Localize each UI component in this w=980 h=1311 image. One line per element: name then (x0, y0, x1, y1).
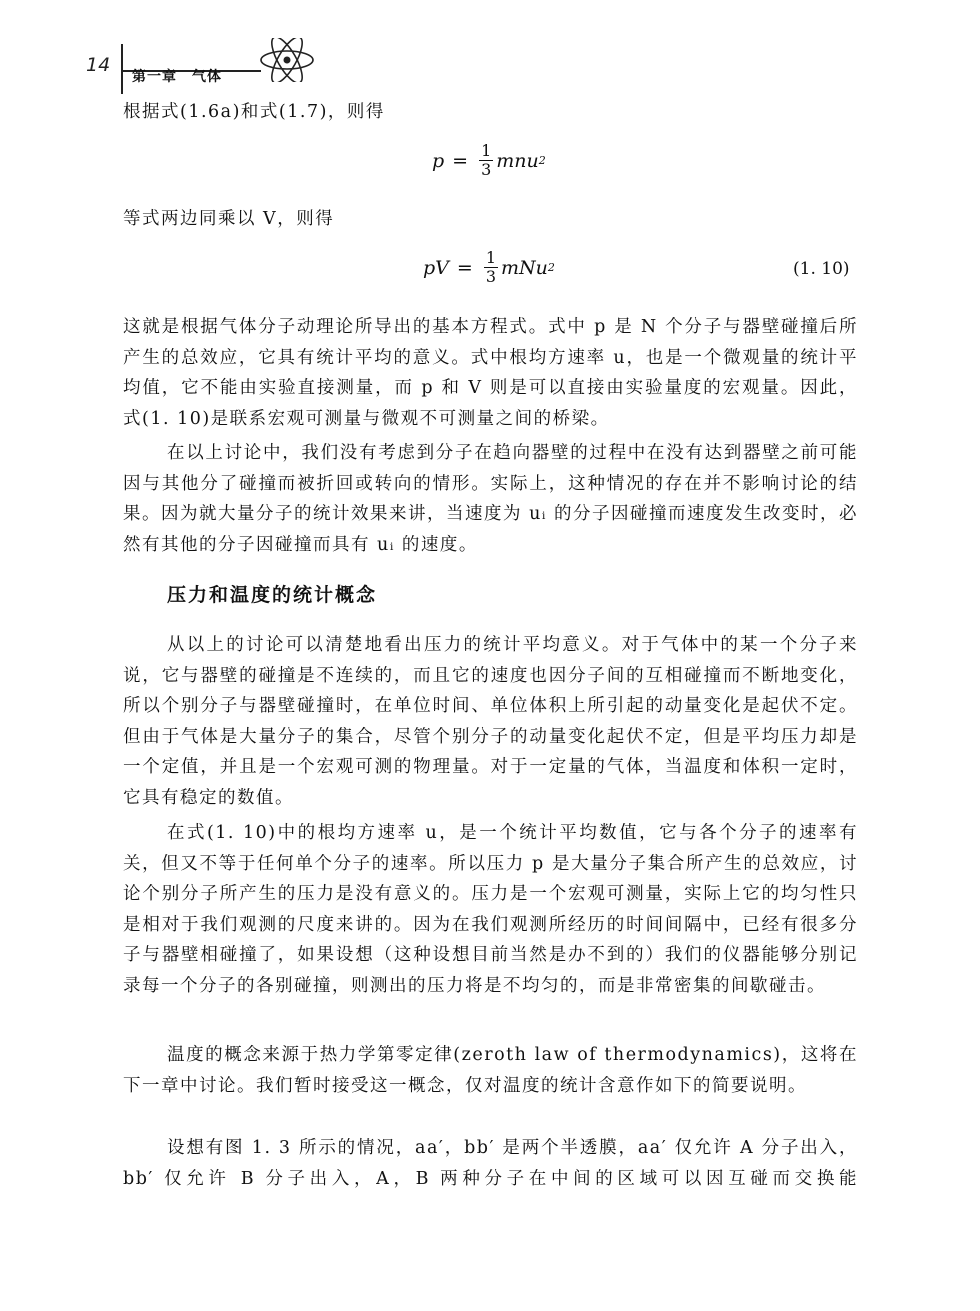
page-header (0, 36, 980, 96)
eq1-exponent: 2 (538, 154, 546, 167)
eq1-numerator: 1 (481, 141, 492, 160)
eq1-rhs: mnu (496, 149, 539, 172)
paragraph-1: 这就是根据气体分子动理论所导出的基本方程式。式中 p 是 N 个分子与器壁碰撞后所产生的总效应，它具有统计平均的意义。式中根均方速率 u，也是一个微观量的统计平均值，它不能由实验直接测量，而 p 和 V 则是可以直接由实验量度的宏观量。因此，式(1. 10)是联系宏观可测量与微观不可测量之间的桥梁。 (123, 317, 858, 429)
page-number: 14 (86, 54, 111, 76)
paragraph-3: 从以上的讨论可以清楚地看出压力的统计平均意义。对于气体中的某一个分子来说，它与器壁的碰撞是不连续的，而且它的速度也因分子间的互相碰撞而不断地变化，所以个别分子与器壁碰撞时，在单位时间、单位体积上所引起的动量变化是起伏不定。但由于气体是大量分子的集合，尽管个别分子的动量变化起伏不定，但是平均压力却是一个定值，并且是一个宏观可测的物理量。对于一定量的气体，当温度和体积一定时，它具有稳定的数值。 (123, 635, 858, 808)
paragraph-5: 温度的概念来源于热力学第零定律(zeroth law of thermodynamics)，这将在下一章中讨论。我们暂时接受这一概念，仅对温度的统计含意作如下的简要说明。 (123, 1045, 858, 1096)
paragraph-4: 在式(1. 10)中的根均方速率 u，是一个统计平均数值，它与各个分子的速率有关，但又不等于任何单个分子的速率。所以压力 p 是大量分子集合所产生的总效应，讨论个别分子所产生的压力是没有意义的。压力是一个宏观可测量，实际上它的均匀性只是相对于我们观测的尺度来讲的。因为在我们观测所经历的时间间隔中，已经有很多分子与器壁相碰撞了，如果设想（这种设想目前当然是办不到的）我们的仪器能够分别记录每一个分子的各别碰撞，则测出的压力将是不均匀的，而是非常密集的间歇碰击。 (123, 823, 858, 996)
section-heading: 压力和温度的统计概念 (167, 584, 378, 606)
eq2-lhs: pV (423, 256, 449, 279)
eq1-lhs: p (432, 149, 445, 172)
eq2-equals: = (456, 256, 473, 279)
eq1-fraction (479, 142, 493, 179)
eq2-fraction (484, 249, 498, 286)
equation-number: (1. 10) (793, 259, 850, 279)
equation-pressure (432, 142, 546, 179)
eq2-numerator: 1 (485, 248, 496, 267)
chapter-title: 第一章 气体 (132, 69, 222, 85)
paragraph-2: 在以上讨论中，我们没有考虑到分子在趋向器壁的过程中在没有达到器壁之前可能因与其他分了碰撞而被折回或转向的情形。实际上，这种情况的存在并不影响讨论的结果。因为就大量分子的统计效果来讲，当速度为 uᵢ 的分子因碰撞而速度发生改变时，必然有其他的分子因碰撞而具有 uᵢ 的速度。 (123, 443, 858, 555)
header-rule-vertical (121, 44, 123, 94)
eq2-rhs: mNu (501, 256, 548, 279)
eq1-denominator: 3 (481, 160, 492, 179)
paragraph-6: 设想有图 1. 3 所示的情况，aa′，bb′ 是两个半透膜，aa′ 仅允许 A 分子出入，bb′ 仅允许 B 分子出入，A，B 两种分子在中间的区域可以因互碰而交换能 (123, 1138, 858, 1189)
eq2-denominator: 3 (485, 267, 496, 286)
intro-line: 根据式(1.6a)和式(1.7)，则得 (123, 102, 385, 122)
eq1-equals: = (452, 149, 469, 172)
eq2-exponent: 2 (547, 261, 555, 274)
multiply-line: 等式两边同乘以 V，则得 (123, 209, 335, 229)
equation-1-10 (423, 249, 555, 286)
atom-icon (258, 38, 316, 82)
